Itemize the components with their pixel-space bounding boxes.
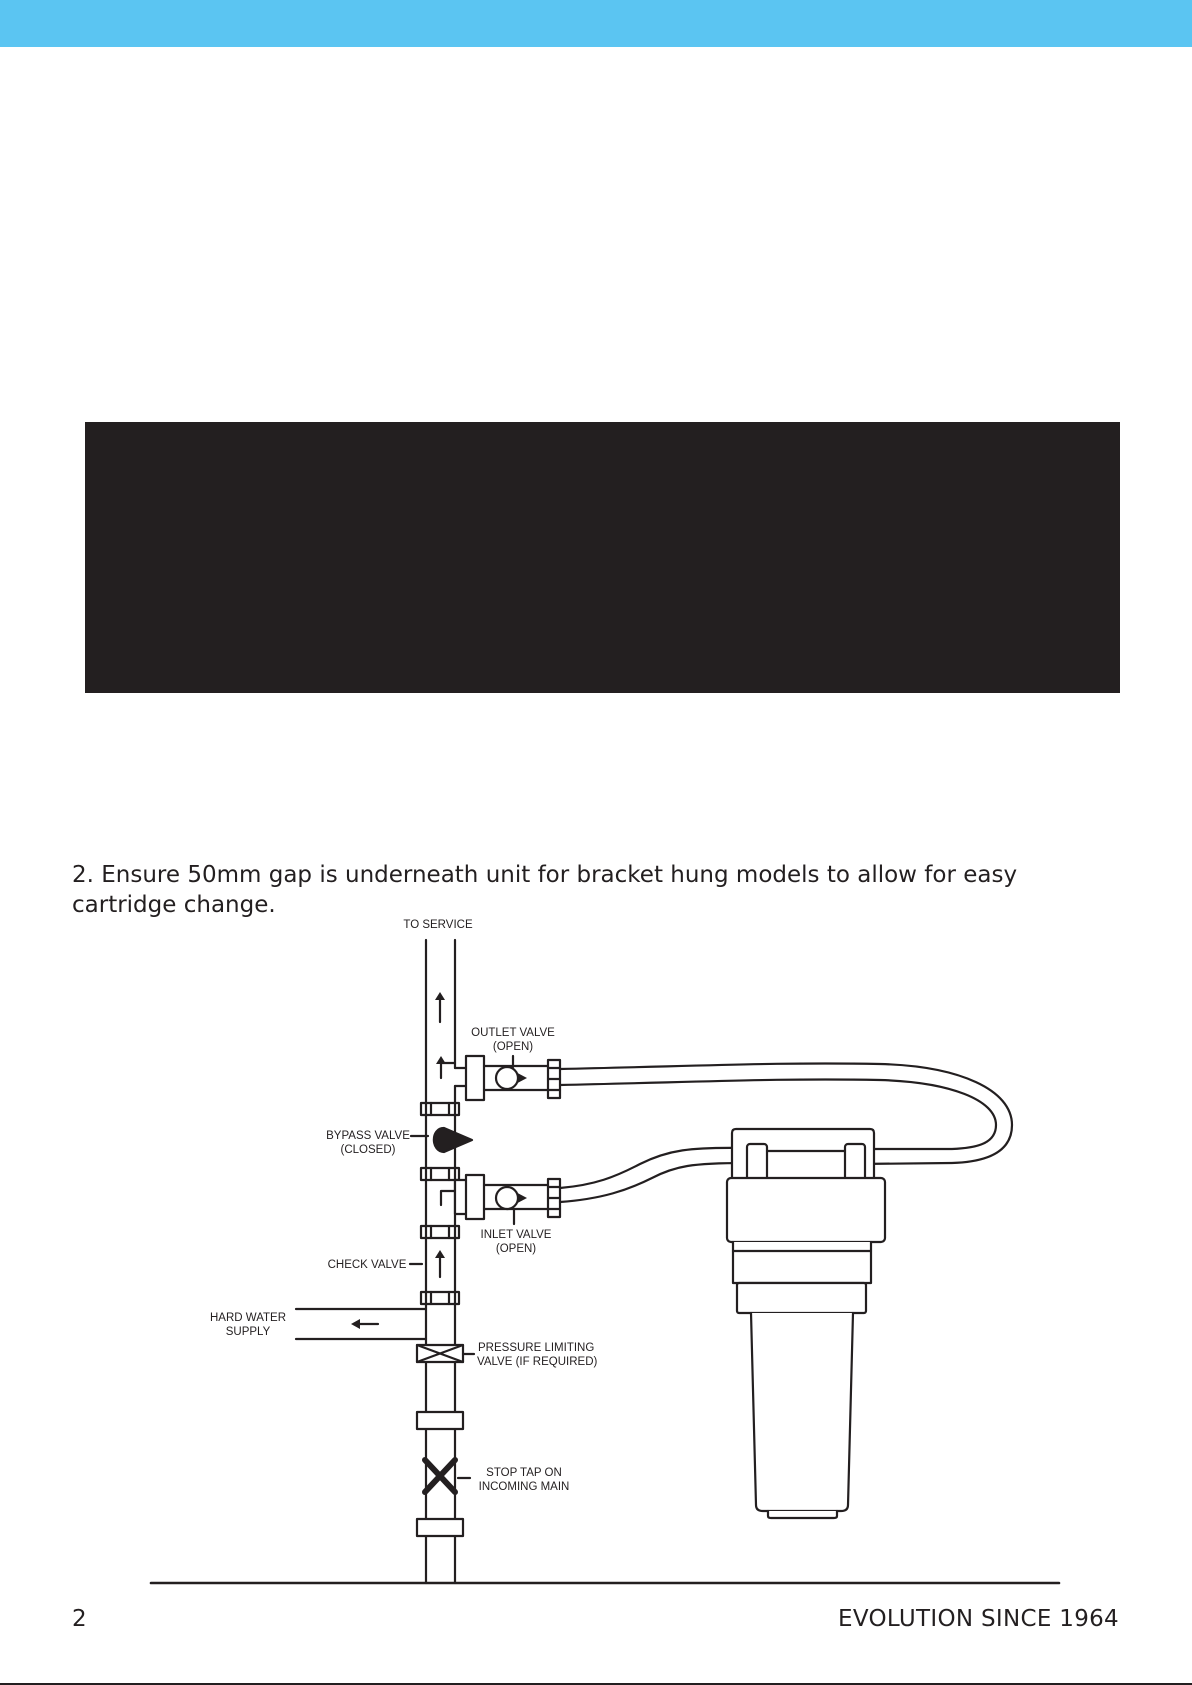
label-pressure-limiting: PRESSURE LIMITING bbox=[478, 1342, 595, 1354]
label-stop-tap-main: INCOMING MAIN bbox=[478, 1481, 570, 1493]
instruction-text: 2. Ensure 50mm gap is underneath unit for bracket hung models to allow for easy cartridge change. bbox=[72, 862, 1018, 918]
label-outlet-valve-state: (OPEN) bbox=[492, 1041, 534, 1053]
filter-housing bbox=[727, 1129, 885, 1518]
label-bypass-valve: BYPASS VALVE bbox=[326, 1130, 410, 1142]
label-to-service: TO SERVICE bbox=[403, 919, 473, 931]
inlet-valve bbox=[455, 1175, 560, 1224]
label-pressure-limiting-note: VALVE (IF REQUIRED) bbox=[477, 1356, 598, 1368]
bypass-valve bbox=[434, 1128, 472, 1152]
label-hard-water-supply: SUPPLY bbox=[225, 1326, 271, 1338]
label-stop-tap: STOP TAP ON bbox=[486, 1467, 562, 1479]
label-inlet-valve: INLET VALVE bbox=[480, 1229, 552, 1241]
label-check-valve: CHECK VALVE bbox=[327, 1259, 407, 1271]
label-inlet-valve-state: (OPEN) bbox=[495, 1243, 537, 1255]
stop-tap bbox=[425, 1460, 455, 1492]
flow-arrows bbox=[351, 992, 470, 1329]
footer-brand-tagline: EVOLUTION SINCE 1964 bbox=[838, 1606, 1119, 1632]
inlet-hose bbox=[560, 1148, 746, 1202]
label-hard-water: HARD WATER bbox=[209, 1312, 287, 1324]
outlet-valve bbox=[455, 1056, 560, 1100]
pressure-limiting-valve bbox=[417, 1345, 474, 1362]
page-number: 2 bbox=[72, 1606, 87, 1632]
label-bypass-valve-state: (CLOSED) bbox=[340, 1144, 396, 1156]
label-outlet-valve: OUTLET VALVE bbox=[471, 1027, 555, 1039]
